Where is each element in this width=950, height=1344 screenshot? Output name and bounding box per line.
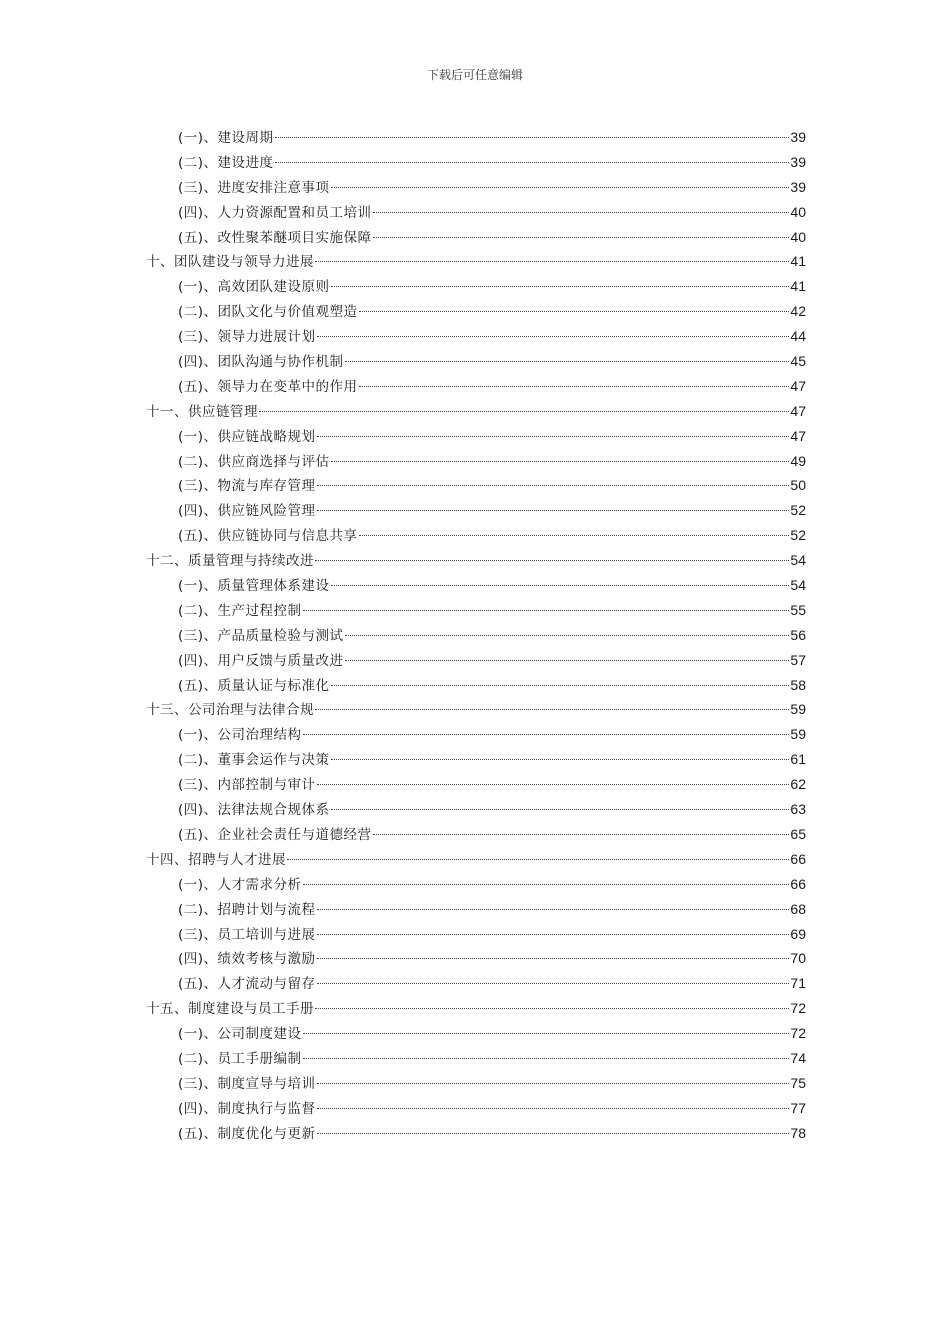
toc-section-entry[interactable] [146, 498, 806, 523]
toc-entry-title: (三)、员工培训与进展 [178, 926, 316, 943]
toc-dot-leader [331, 187, 790, 188]
toc-page-number: 42 [790, 303, 806, 320]
toc-dot-leader [303, 1058, 790, 1059]
toc-page-number: 47 [790, 402, 806, 419]
toc-entry-title: (一)、公司治理结构 [178, 727, 302, 744]
toc-dot-leader [331, 585, 790, 586]
toc-page-number: 59 [790, 726, 806, 743]
toc-dot-leader [259, 411, 789, 412]
toc-entry-title: (三)、产品质量检验与测试 [178, 627, 344, 644]
toc-section-entry[interactable] [146, 449, 806, 474]
toc-dot-leader [317, 909, 790, 910]
toc-section-entry[interactable] [146, 897, 806, 922]
toc-entry-title: 十四、招聘与人才进展 [146, 851, 286, 868]
table-of-contents [146, 125, 806, 1146]
toc-section-entry[interactable] [146, 1096, 806, 1121]
toc-section-entry[interactable] [146, 623, 806, 648]
toc-dot-leader [317, 485, 790, 486]
toc-dot-leader [317, 1083, 790, 1084]
toc-entry-title: (一)、高效团队建设原则 [178, 279, 330, 296]
toc-page-number: 77 [790, 1099, 806, 1116]
toc-page-number: 62 [790, 776, 806, 793]
toc-page-number: 63 [790, 801, 806, 818]
toc-section-entry[interactable] [146, 1021, 806, 1046]
toc-section-entry[interactable] [146, 946, 806, 971]
toc-page-number: 49 [790, 452, 806, 469]
toc-entry-title: 十一、供应链管理 [146, 403, 258, 420]
toc-page-number: 61 [790, 751, 806, 768]
toc-entry-title: (一)、公司制度建设 [178, 1026, 302, 1043]
toc-entry-title: (四)、法律法规合规体系 [178, 802, 330, 819]
toc-section-entry[interactable] [146, 200, 806, 225]
toc-page-number: 65 [790, 825, 806, 842]
toc-section-entry[interactable] [146, 722, 806, 747]
toc-page-number: 39 [790, 178, 806, 195]
toc-page-number: 70 [790, 950, 806, 967]
toc-page-number: 39 [790, 129, 806, 145]
toc-entry-title: (五)、人才流动与留存 [178, 976, 316, 993]
toc-dot-leader [317, 510, 790, 511]
toc-entry-title: (二)、供应商选择与评估 [178, 453, 330, 470]
toc-section-entry[interactable] [146, 648, 806, 673]
toc-dot-leader [345, 361, 790, 362]
toc-page-number: 74 [790, 1049, 806, 1066]
toc-dot-leader [275, 137, 790, 138]
toc-page-number: 58 [790, 676, 806, 693]
toc-page-number: 72 [790, 1025, 806, 1042]
toc-entry-title: 十、团队建设与领导力进展 [146, 254, 314, 271]
toc-entry-title: (二)、团队文化与价值观塑造 [178, 304, 358, 321]
toc-page-number: 47 [790, 377, 806, 394]
toc-dot-leader [331, 461, 790, 462]
toc-section-entry[interactable] [146, 922, 806, 947]
toc-section-entry[interactable] [146, 125, 806, 150]
toc-entry-title: (五)、领导力在变革中的作用 [178, 378, 358, 395]
toc-chapter-entry[interactable] [146, 697, 806, 722]
toc-dot-leader [317, 784, 790, 785]
toc-section-entry[interactable] [146, 971, 806, 996]
toc-section-entry[interactable] [146, 673, 806, 698]
toc-section-entry[interactable] [146, 150, 806, 175]
toc-page-number: 57 [790, 651, 806, 668]
toc-dot-leader [373, 212, 790, 213]
toc-section-entry[interactable] [146, 424, 806, 449]
toc-section-entry[interactable] [146, 598, 806, 623]
toc-page-number: 68 [790, 900, 806, 917]
toc-entry-title: (四)、供应链风险管理 [178, 503, 316, 520]
toc-entry-title: (一)、质量管理体系建设 [178, 578, 330, 595]
toc-dot-leader [315, 560, 789, 561]
toc-section-entry[interactable] [146, 772, 806, 797]
toc-entry-title: (一)、人才需求分析 [178, 876, 302, 893]
toc-section-entry[interactable] [146, 274, 806, 299]
toc-section-entry[interactable] [146, 872, 806, 897]
toc-page-number: 55 [790, 601, 806, 618]
toc-dot-leader [303, 884, 790, 885]
toc-dot-leader [303, 610, 790, 611]
toc-entry-title: (四)、制度执行与监督 [178, 1100, 316, 1117]
toc-chapter-entry[interactable] [146, 847, 806, 872]
toc-dot-leader [315, 709, 789, 710]
toc-entry-title: (四)、绩效考核与激励 [178, 951, 316, 968]
toc-page-number: 44 [790, 328, 806, 345]
toc-dot-leader [359, 386, 790, 387]
toc-dot-leader [359, 535, 790, 536]
toc-dot-leader [331, 286, 790, 287]
toc-section-entry[interactable] [146, 374, 806, 399]
toc-page-number: 39 [790, 153, 806, 170]
toc-entry-title: (二)、建设进度 [178, 154, 274, 171]
toc-section-entry[interactable] [146, 175, 806, 200]
toc-dot-leader [315, 1008, 789, 1009]
toc-dot-leader [359, 311, 790, 312]
toc-entry-title: (二)、董事会运作与决策 [178, 752, 330, 769]
toc-page-number: 69 [790, 925, 806, 942]
toc-entry-title: (一)、供应链战略规划 [178, 428, 316, 445]
toc-dot-leader [331, 685, 790, 686]
toc-dot-leader [315, 261, 789, 262]
toc-entry-title: (二)、员工手册编制 [178, 1050, 302, 1067]
toc-chapter-entry[interactable] [146, 996, 806, 1021]
toc-entry-title: (四)、团队沟通与协作机制 [178, 354, 344, 371]
toc-page-number: 47 [790, 427, 806, 444]
toc-entry-title: (三)、进度安排注意事项 [178, 179, 330, 196]
toc-entry-title: (五)、供应链协同与信息共享 [178, 528, 358, 545]
toc-page-number: 40 [790, 203, 806, 220]
toc-page-number: 54 [790, 552, 806, 569]
toc-section-entry[interactable] [146, 1046, 806, 1071]
toc-entry-title: (一)、建设周期 [178, 130, 274, 146]
toc-chapter-entry[interactable] [146, 399, 806, 424]
toc-page-number: 66 [790, 875, 806, 892]
toc-dot-leader [317, 983, 790, 984]
toc-dot-leader [331, 809, 790, 810]
toc-dot-leader [345, 635, 790, 636]
toc-dot-leader [303, 734, 790, 735]
toc-dot-leader [317, 1108, 790, 1109]
toc-page-number: 54 [790, 577, 806, 594]
toc-page-number: 50 [790, 477, 806, 494]
toc-dot-leader [275, 162, 790, 163]
toc-dot-leader [287, 859, 789, 860]
toc-dot-leader [345, 660, 790, 661]
toc-page-number: 52 [790, 527, 806, 544]
toc-page-number: 45 [790, 353, 806, 370]
toc-page-number: 40 [790, 228, 806, 245]
toc-section-entry[interactable] [146, 473, 806, 498]
toc-section-entry[interactable] [146, 225, 806, 250]
toc-dot-leader [303, 1033, 790, 1034]
toc-page-number: 66 [790, 850, 806, 867]
toc-entry-title: (二)、招聘计划与流程 [178, 901, 316, 918]
toc-entry-title: (二)、生产过程控制 [178, 602, 302, 619]
toc-page-number: 59 [790, 701, 806, 718]
toc-section-entry[interactable] [146, 523, 806, 548]
toc-entry-title: (五)、质量认证与标准化 [178, 677, 330, 694]
toc-section-entry[interactable] [146, 1121, 806, 1146]
toc-page-number: 41 [790, 278, 806, 295]
toc-entry-title: (四)、人力资源配置和员工培训 [178, 204, 372, 221]
toc-entry-title: (三)、领导力进展计划 [178, 329, 316, 346]
toc-section-entry[interactable] [146, 797, 806, 822]
toc-dot-leader [373, 834, 790, 835]
toc-dot-leader [317, 934, 790, 935]
toc-section-entry[interactable] [146, 299, 806, 324]
page-header: 下载后可任意编辑 [426, 68, 523, 82]
toc-page-number: 72 [790, 1000, 806, 1017]
toc-entry-title: (四)、用户反馈与质量改进 [178, 652, 344, 669]
toc-entry-title: (三)、物流与库存管理 [178, 478, 316, 495]
toc-dot-leader [373, 237, 790, 238]
toc-entry-title: (五)、改性聚苯醚项目实施保障 [178, 229, 372, 246]
toc-page-number: 52 [790, 502, 806, 519]
toc-entry-title: 十五、制度建设与员工手册 [146, 1001, 314, 1018]
toc-entry-title: 十二、质量管理与持续改进 [146, 553, 314, 570]
toc-entry-title: (三)、制度宣导与培训 [178, 1075, 316, 1092]
toc-dot-leader [317, 1133, 790, 1134]
toc-chapter-entry[interactable] [146, 249, 806, 274]
toc-section-entry[interactable] [146, 1071, 806, 1096]
toc-section-entry[interactable] [146, 349, 806, 374]
toc-dot-leader [317, 436, 790, 437]
toc-page-number: 78 [790, 1124, 806, 1141]
toc-section-entry[interactable] [146, 747, 806, 772]
toc-entry-title: (五)、企业社会责任与道德经营 [178, 826, 372, 843]
toc-chapter-entry[interactable] [146, 548, 806, 573]
toc-section-entry[interactable] [146, 573, 806, 598]
toc-entry-title: (五)、制度优化与更新 [178, 1125, 316, 1142]
toc-page-number: 56 [790, 626, 806, 643]
toc-entry-title: (三)、内部控制与审计 [178, 777, 316, 794]
toc-dot-leader [317, 336, 790, 337]
toc-page-number: 75 [790, 1074, 806, 1091]
toc-section-entry[interactable] [146, 324, 806, 349]
toc-page-number: 71 [790, 975, 806, 992]
toc-page-number: 41 [790, 253, 806, 270]
toc-section-entry[interactable] [146, 822, 806, 847]
toc-dot-leader [317, 958, 790, 959]
toc-entry-title: 十三、公司治理与法律合规 [146, 702, 314, 719]
toc-dot-leader [331, 759, 790, 760]
